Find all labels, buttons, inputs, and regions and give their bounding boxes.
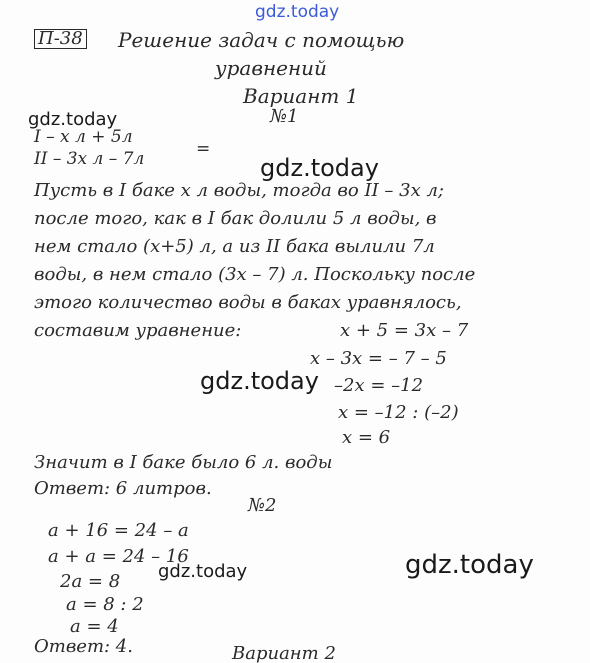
variant-heading: Вариант 1 bbox=[243, 84, 359, 108]
equation-line: 2a = 8 bbox=[60, 571, 121, 592]
setup-row: II – 3x л – 7л bbox=[34, 149, 145, 169]
equation-line: –2x = –12 bbox=[334, 375, 424, 396]
equation-line: a = 8 : 2 bbox=[66, 594, 144, 615]
equation-line: x + 5 = 3x – 7 bbox=[340, 320, 469, 341]
text-line: составим уравнение: bbox=[34, 320, 242, 341]
page-title: Решение задач с помощью bbox=[118, 28, 405, 52]
answer-line: Ответ: 6 литров. bbox=[34, 478, 212, 499]
text-line: воды, в нем стало (3x – 7) л. Поскольку после bbox=[34, 264, 476, 285]
text-line: Пусть в I баке x л воды, тогда во II – 3x л; bbox=[34, 180, 444, 201]
watermark: gdz.today bbox=[158, 561, 248, 582]
text-line: этого количество воды в баках уравнялось, bbox=[34, 292, 462, 313]
setup-equals: = bbox=[196, 139, 211, 159]
problem-number: №2 bbox=[248, 495, 277, 516]
text-line: нем стало (x+5) л, а из II бака вылили 7л bbox=[34, 236, 435, 257]
setup-row: I – x л + 5л bbox=[34, 127, 133, 147]
watermark: gdz.today bbox=[260, 154, 379, 182]
equation-line: a = 4 bbox=[70, 616, 119, 637]
answer-line: Ответ: 4. bbox=[34, 636, 133, 657]
watermark: gdz.today bbox=[200, 367, 319, 395]
variant-heading: Вариант 2 bbox=[232, 643, 336, 663]
watermark-top: gdz.today bbox=[255, 2, 340, 22]
equation-line: a + a = 24 – 16 bbox=[48, 546, 189, 567]
equation-line: x – 3x = – 7 – 5 bbox=[310, 348, 447, 369]
equation-line: a + 16 = 24 – a bbox=[48, 520, 189, 541]
equation-line: x = 6 bbox=[342, 427, 391, 448]
problem-number: №1 bbox=[270, 106, 299, 127]
watermark: gdz.today bbox=[405, 550, 534, 580]
exercise-label: П-38 bbox=[34, 29, 87, 49]
text-line: после того, как в I бак долили 5 л воды, в bbox=[34, 208, 437, 229]
page-subtitle: уравнений bbox=[215, 56, 327, 80]
conclusion-line: Значит в I баке было 6 л. воды bbox=[34, 452, 333, 473]
watermark: gdz.today bbox=[28, 109, 118, 130]
equation-line: x = –12 : (–2) bbox=[338, 402, 459, 423]
